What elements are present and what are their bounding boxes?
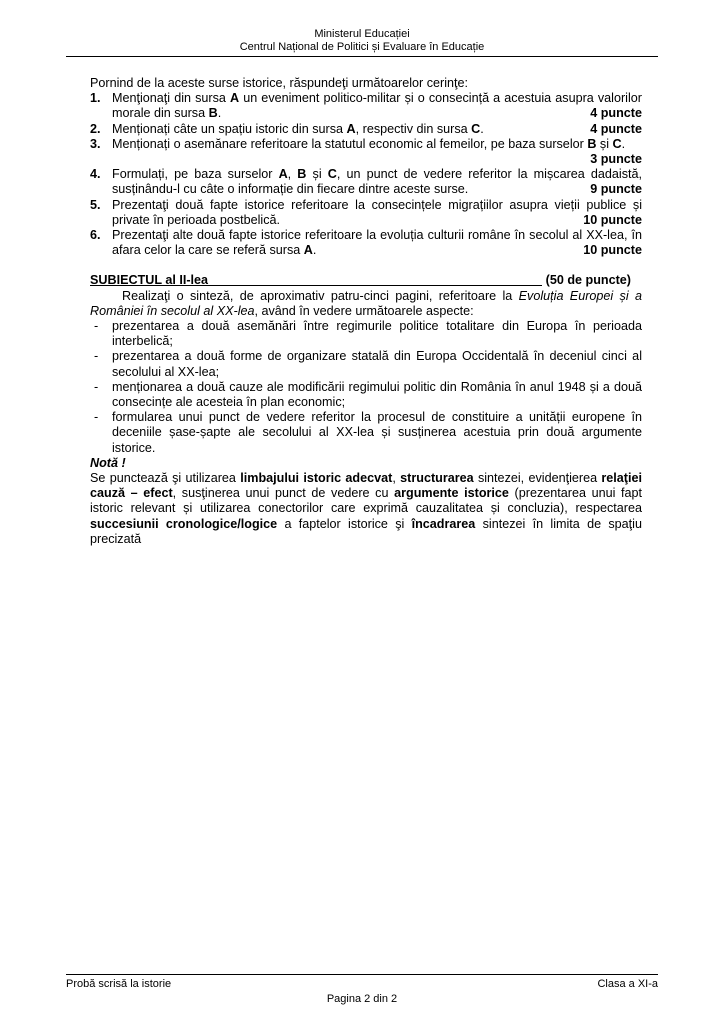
intro-text: Pornind de la aceste surse istorice, răspundeţi următoarelor cerinţe: [90, 76, 469, 90]
question-2: 2. Menționați câte un spațiu istoric din sursa A, respectiv din sursa C. 4 puncte [90, 121, 642, 136]
footer-class: Clasa a XI-a [597, 978, 658, 990]
question-5: 5. Prezentaţi două fapte istorice referitoare la consecințele migrațiilor asupra vieții publice și private în perioada postbelică. 10 puncte [90, 197, 642, 227]
question-6: 6. Prezentaţi alte două fapte istorice referitoare la evoluția culturii române în secolul al XX-lea, în afara celor la care se referă sursa A. 10 puncte [90, 228, 642, 258]
question-3: 3. Menționați o asemănare referitoare la statutul economic al femeilor, pe baza surselor B și C. 3 puncte [90, 136, 642, 167]
list-item: - prezentarea a două forme de organizare statală din Europa Occidentală în deceniul cinci al secolului al XX-lea; [94, 349, 642, 379]
list-item: - prezentarea a două asemănări între regimurile politice totalitare din Europa în perioada interbelică; [94, 319, 642, 349]
subject-2-points: (50 de puncte) [545, 273, 631, 288]
points-label: 4 puncte [590, 121, 642, 136]
document-body [90, 76, 642, 547]
points-label: 3 puncte [590, 152, 642, 167]
header-divider [66, 56, 658, 57]
points-label: 9 puncte [590, 182, 642, 197]
note-text: Se punctează şi utilizarea limbajului istoric adecvat, structurarea sintezei, evidenţierea relaţiei cauză – efect, susţinerea unui punct de vedere cu argumente istorice (prezentarea unui fapt istoric relevant și utilizarea conectorilor care exprimă cauzalitatea și concluzia), respectarea succesiunii cronologice/logice a faptelor istorice şi încadrarea sintezei în limita de spaţiu precizată [90, 471, 643, 546]
subject-2-heading [90, 273, 631, 288]
page-header [66, 28, 658, 54]
center-name: Centrul Național de Politici și Evaluare în Educație [239, 41, 485, 53]
subject-2-instructions: Realizaţi o sinteză, de aproximativ patru-cinci pagini, referitoare la Evoluția Europei și a României în secolul al XX-lea, având în vedere următoarele aspecte: [90, 288, 642, 318]
question-4: 4. Formulați, pe baza surselor A, B și C, un punct de vedere referitor la mișcarea dadaistă, susținându-l cu câte o informație din fiecare dintre aceste surse. 9 puncte [90, 167, 642, 197]
question-1: 1. Menţionaţi din sursa A un eveniment politico-militar și o consecință a acestuia asupra valorilor morale din sursa B. 4 puncte [90, 91, 642, 121]
note-label: Notă ! [90, 455, 126, 470]
points-label: 10 puncte [583, 243, 642, 258]
points-label: 4 puncte [590, 106, 642, 121]
footer-divider [66, 974, 658, 975]
footer-exam-name: Probă scrisă la istorie [66, 978, 172, 990]
subject-2-title: SUBIECTUL al II-lea [90, 273, 209, 288]
points-label: 10 puncte [583, 212, 642, 227]
page-number: Pagina 2 din 2 [326, 993, 398, 1005]
list-item: - menționarea a două cauze ale modificării regimului politic din România în anul 1948 și a două consecințe ale acesteia în plan economic; [94, 379, 642, 410]
list-item: - formularea unui punct de vedere referitor la procesul de constituire a unității europene în deceniile șase-șapte ale secolului al XX-lea și susținerea acestuia prin două argumente istorice. [94, 410, 642, 455]
ministry-name: Ministerul Educației [314, 28, 410, 40]
